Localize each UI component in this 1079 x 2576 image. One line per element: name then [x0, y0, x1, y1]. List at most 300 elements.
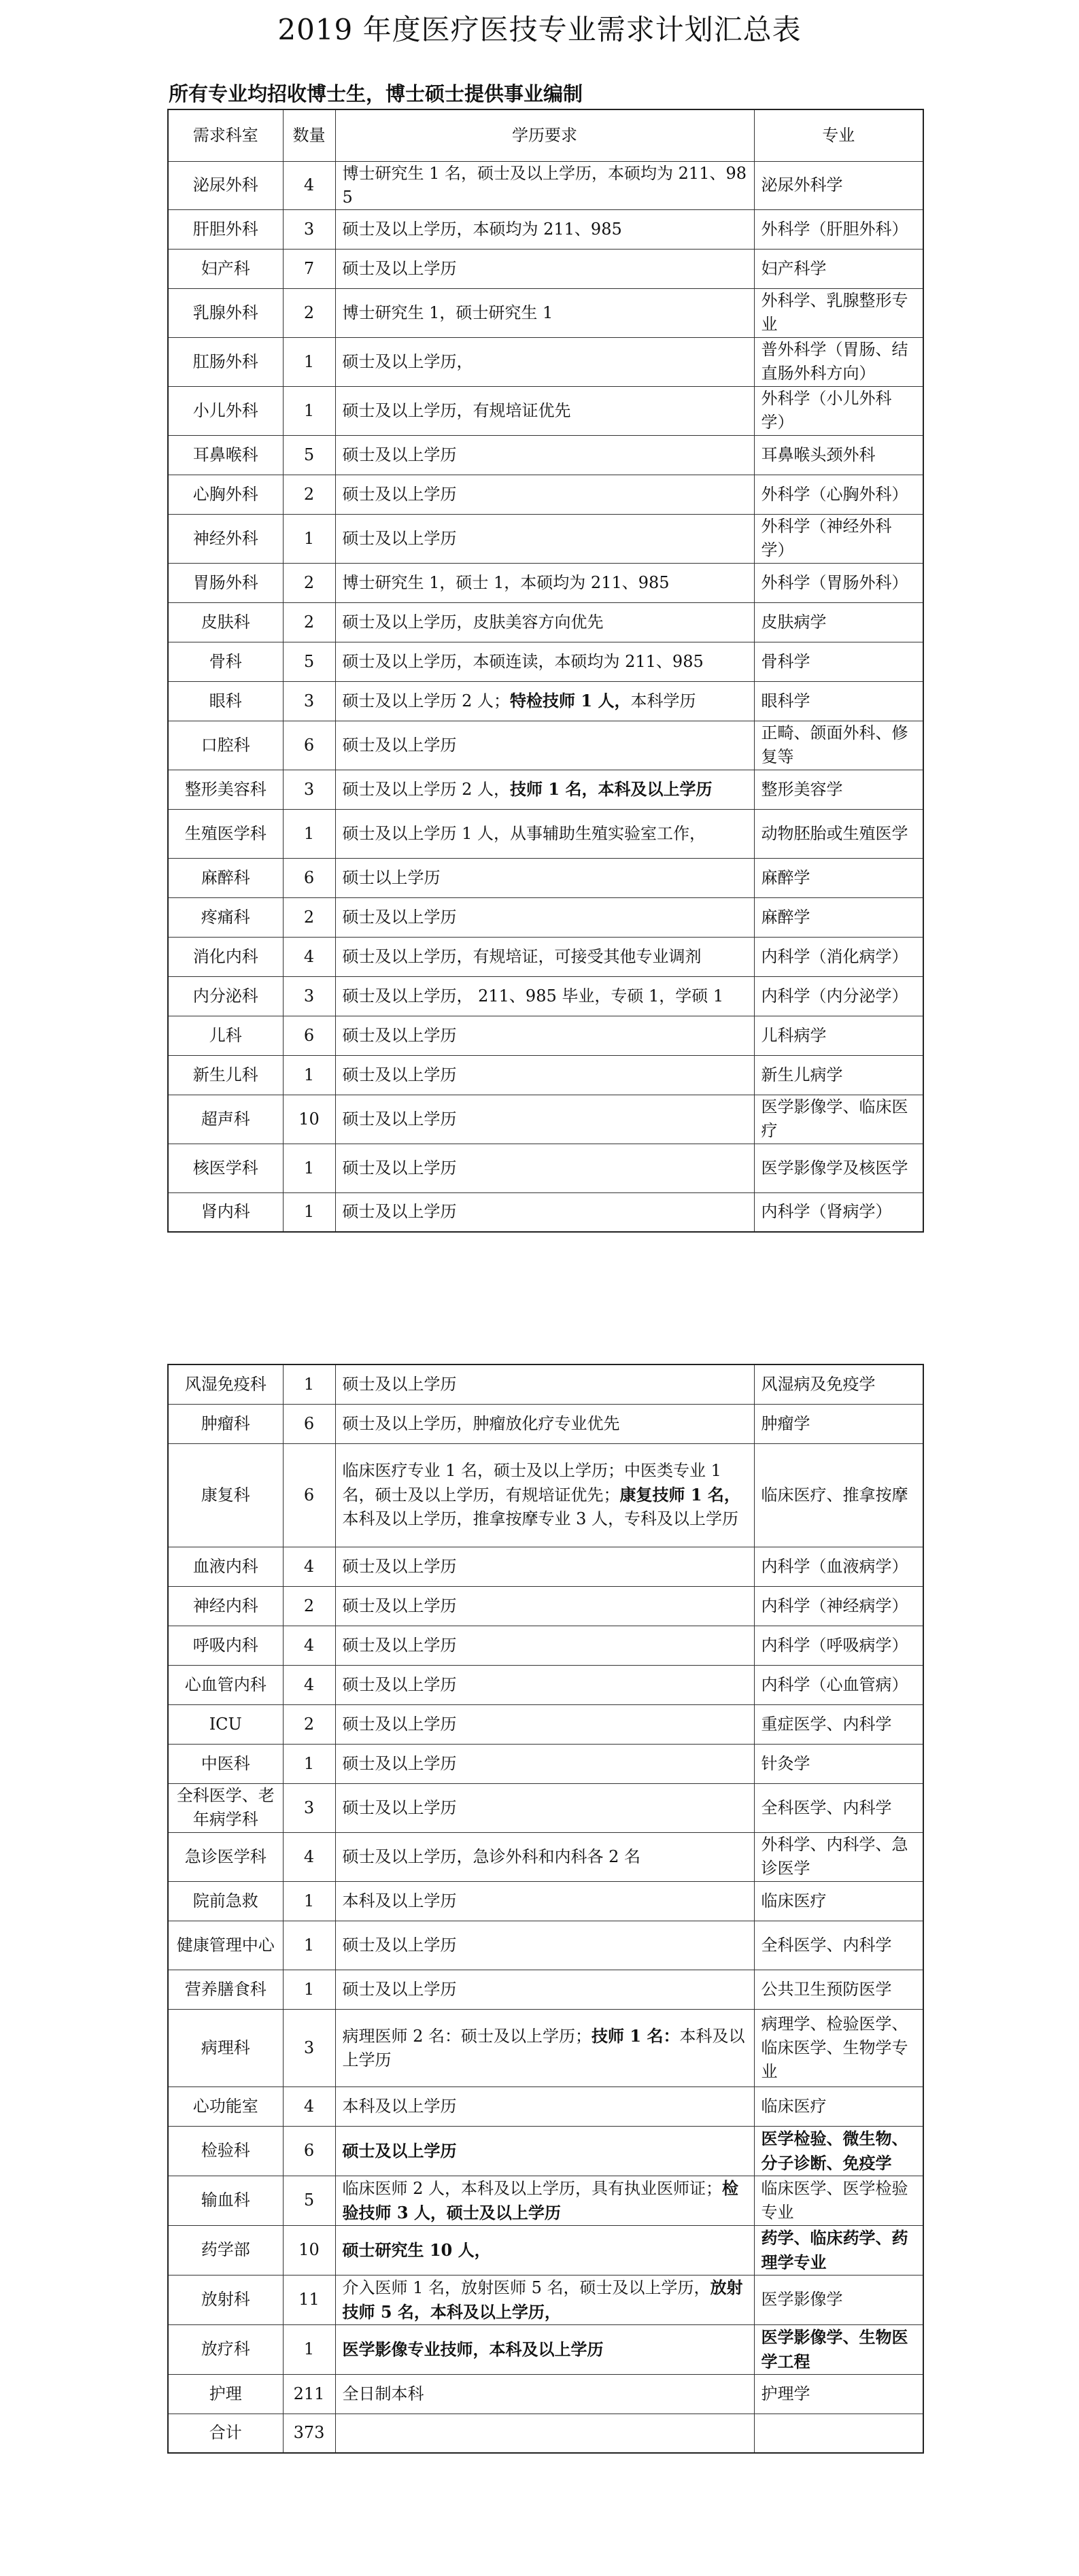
major-cell	[754, 2324, 923, 2374]
major-cell-text: 临床医学、医学检验专业	[761, 2178, 908, 2222]
major-cell	[754, 1832, 923, 1881]
education-cell-text: 硕士及以上学历， 211、985 毕业，专硕 1，学硕 1	[342, 986, 724, 1006]
education-cell-text: 放射技师 5 名，本科及以上学历，	[342, 2277, 743, 2322]
major-cell	[754, 1404, 923, 1443]
count-cell: 4	[283, 1547, 335, 1586]
department-cell: 心血管内科	[168, 1665, 283, 1704]
major-cell	[754, 602, 923, 642]
major-cell	[754, 209, 923, 249]
education-cell-text: 硕士及以上学历	[342, 258, 457, 278]
count-cell: 3	[283, 209, 335, 249]
education-cell-text: 硕士及以上学历	[342, 1596, 457, 1615]
table-row	[168, 2275, 923, 2324]
table-row	[168, 1881, 923, 1921]
table-row	[168, 2126, 923, 2176]
major-cell	[754, 1192, 923, 1232]
major-cell	[754, 2414, 923, 2453]
education-cell-text: 硕士及以上学历	[342, 1202, 457, 1222]
department-cell: 核医学科	[168, 1144, 283, 1192]
department-cell: 护理	[168, 2374, 283, 2414]
department-cell: 健康管理中心	[168, 1921, 283, 1970]
department-cell: 风湿免疫科	[168, 1364, 283, 1404]
department-cell: 急诊医学科	[168, 1832, 283, 1881]
department-cell: 合计	[168, 2414, 283, 2453]
education-cell-text: 硕士及以上学历 2 人；	[342, 691, 511, 710]
education-cell	[335, 897, 754, 937]
table-row	[168, 563, 923, 602]
major-cell-text: 医学检验、微生物、分子诊断、免疫学	[761, 2128, 908, 2173]
table-row	[168, 161, 923, 209]
major-cell	[754, 2374, 923, 2414]
major-cell	[754, 563, 923, 602]
education-cell	[335, 249, 754, 288]
major-cell-text: 普外科学（胃肠、结直肠外科方向）	[761, 340, 908, 383]
major-cell	[754, 288, 923, 337]
major-cell-text: 麻醉学	[761, 868, 810, 887]
education-cell-text: 技师 1 名，本科及以上学历	[510, 779, 713, 799]
count-cell: 4	[283, 937, 335, 976]
table-row	[168, 1144, 923, 1192]
education-cell	[335, 2009, 754, 2086]
table-row	[168, 1586, 923, 1626]
major-cell-text: 眼科学	[761, 691, 810, 710]
department-cell: 骨科	[168, 642, 283, 681]
education-cell	[335, 514, 754, 563]
education-cell-text: 博士研究生 1，硕士 1，本硕均为 211、985	[342, 572, 670, 592]
department-cell: 生殖医学科	[168, 809, 283, 858]
education-cell-text: 硕士及以上学历	[342, 2140, 457, 2161]
education-cell-text: 硕士及以上学历	[342, 1635, 457, 1655]
count-cell: 6	[283, 1404, 335, 1443]
table-row	[168, 514, 923, 563]
count-cell: 1	[283, 1921, 335, 1970]
major-cell-text: 针灸学	[761, 1753, 810, 1773]
table-row	[168, 209, 923, 249]
education-cell	[335, 2225, 754, 2275]
major-cell-text: 外科学（神经外科学）	[761, 517, 892, 560]
major-cell-text: 内科学（呼吸病学）	[761, 1635, 908, 1655]
education-cell	[335, 1783, 754, 1832]
education-cell	[335, 1586, 754, 1626]
table-row	[168, 1547, 923, 1586]
major-cell	[754, 161, 923, 209]
major-cell-text: 肿瘤学	[761, 1413, 810, 1433]
department-cell: 疼痛科	[168, 897, 283, 937]
header-major: 专业	[754, 109, 923, 161]
education-cell-text: 硕士及以上学历	[342, 445, 457, 464]
major-cell	[754, 1881, 923, 1921]
education-cell-text: 硕士及以上学历，肿瘤放化疗专业优先	[342, 1413, 620, 1433]
major-cell-text: 外科学（肝胆外科）	[761, 219, 908, 239]
count-cell: 1	[283, 1364, 335, 1404]
education-cell	[335, 2275, 754, 2324]
count-cell: 2	[283, 475, 335, 514]
department-cell: 心功能室	[168, 2086, 283, 2126]
education-cell	[335, 1055, 754, 1095]
major-cell	[754, 1586, 923, 1626]
table-row	[168, 937, 923, 976]
table-header-row	[168, 109, 923, 161]
education-cell-text: 本科及以上学历	[342, 2096, 457, 2116]
education-cell	[335, 1970, 754, 2009]
department-cell: 放疗科	[168, 2324, 283, 2374]
major-cell-text: 风湿病及免疫学	[761, 1374, 876, 1394]
requirements-table-part2	[167, 1364, 924, 2454]
education-cell-text: 硕士及以上学历 1 人，从事辅助生殖实验室工作，	[342, 823, 706, 843]
education-cell-text: 硕士及以上学历	[342, 907, 457, 927]
education-cell-text: 本科及以上学历	[342, 1891, 457, 1910]
department-cell: 超声科	[168, 1095, 283, 1144]
table-row	[168, 681, 923, 721]
table-row	[168, 2225, 923, 2275]
table-row	[168, 1970, 923, 2009]
major-cell-text: 外科学（心胸外科）	[761, 484, 908, 504]
count-cell: 3	[283, 681, 335, 721]
table-row	[168, 435, 923, 475]
education-cell	[335, 386, 754, 435]
table-row	[168, 1744, 923, 1783]
education-cell	[335, 809, 754, 858]
major-cell-text: 外科学、内科学、急诊医学	[761, 1835, 908, 1878]
major-cell	[754, 1783, 923, 1832]
major-cell	[754, 1144, 923, 1192]
count-cell: 1	[283, 514, 335, 563]
department-cell: 整形美容科	[168, 770, 283, 809]
count-cell: 7	[283, 249, 335, 288]
subtitle: 所有专业均招收博士生，博士硕士提供事业编制	[169, 82, 583, 105]
education-cell-text: 硕士及以上学历	[342, 735, 457, 755]
table-row	[168, 809, 923, 858]
major-cell	[754, 1095, 923, 1144]
department-cell: 药学部	[168, 2225, 283, 2275]
major-cell	[754, 1665, 923, 1704]
major-cell	[754, 2275, 923, 2324]
count-cell: 5	[283, 435, 335, 475]
education-cell-text: 硕士及以上学历	[342, 1714, 457, 1734]
education-cell-text: 技师 1 名：	[592, 2025, 680, 2046]
education-cell	[335, 1095, 754, 1144]
education-cell	[335, 209, 754, 249]
education-cell-text: 硕士及以上学历	[342, 1979, 457, 1999]
major-cell	[754, 1704, 923, 1744]
table-row	[168, 2086, 923, 2126]
count-cell: 6	[283, 1443, 335, 1547]
department-cell: 神经外科	[168, 514, 283, 563]
count-cell: 4	[283, 1665, 335, 1704]
department-cell: 血液内科	[168, 1547, 283, 1586]
count-cell: 4	[283, 161, 335, 209]
education-cell	[335, 2324, 754, 2374]
education-cell-text: 硕士以上学历	[342, 868, 441, 887]
department-cell: 院前急救	[168, 1881, 283, 1921]
department-cell: 消化内科	[168, 937, 283, 976]
major-cell-text: 儿科病学	[761, 1025, 827, 1045]
education-cell	[335, 2374, 754, 2414]
major-cell	[754, 2086, 923, 2126]
count-cell: 2	[283, 897, 335, 937]
major-cell-text: 重症医学、内科学	[761, 1714, 892, 1734]
education-cell-text: 病理医师 2 名：硕士及以上学历；	[342, 2026, 592, 2046]
page-title: 2019 年度医疗医技专业需求计划汇总表	[277, 13, 802, 46]
education-cell-text: 硕士及以上学历	[342, 1025, 457, 1045]
education-cell	[335, 435, 754, 475]
major-cell-text: 临床医疗	[761, 2096, 827, 2116]
count-cell: 1	[283, 1881, 335, 1921]
count-cell: 5	[283, 642, 335, 681]
table-row	[168, 1095, 923, 1144]
table-row	[168, 770, 923, 809]
count-cell: 211	[283, 2374, 335, 2414]
table-row	[168, 1443, 923, 1547]
education-cell	[335, 2126, 754, 2176]
education-cell	[335, 642, 754, 681]
education-cell-text: 临床医疗专业 1 名，硕士及以上学历；中医类专业 1 名，硕士及以上学历，有规培证优先；	[342, 1461, 721, 1505]
department-cell: 新生儿科	[168, 1055, 283, 1095]
table-row	[168, 1921, 923, 1970]
major-cell	[754, 2225, 923, 2275]
table-row	[168, 475, 923, 514]
major-cell-text: 公共卫生预防医学	[761, 1979, 892, 1999]
education-cell	[335, 770, 754, 809]
count-cell: 4	[283, 2086, 335, 2126]
major-cell	[754, 1970, 923, 2009]
major-cell-text: 皮肤病学	[761, 612, 827, 632]
count-cell: 11	[283, 2275, 335, 2324]
education-cell-text: 硕士及以上学历	[342, 1109, 457, 1129]
count-cell: 1	[283, 1192, 335, 1232]
education-cell-text: 硕士及以上学历	[342, 1065, 457, 1084]
education-cell-text: 硕士及以上学历	[342, 1158, 457, 1178]
department-cell: 营养膳食科	[168, 1970, 283, 2009]
education-cell	[335, 1144, 754, 1192]
major-cell	[754, 2176, 923, 2225]
department-cell: 儿科	[168, 1016, 283, 1055]
education-cell-text: 硕士及以上学历，有规培证优先	[342, 400, 571, 420]
department-cell: 乳腺外科	[168, 288, 283, 337]
table-row	[168, 897, 923, 937]
table-row	[168, 1016, 923, 1055]
major-cell-text: 内科学（神经病学）	[761, 1596, 908, 1615]
department-cell: 呼吸内科	[168, 1626, 283, 1665]
major-cell	[754, 1443, 923, 1547]
department-cell: 病理科	[168, 2009, 283, 2086]
education-cell-text: 硕士及以上学历	[342, 1753, 457, 1773]
department-cell: 肾内科	[168, 1192, 283, 1232]
count-cell: 1	[283, 1055, 335, 1095]
count-cell: 4	[283, 1626, 335, 1665]
education-cell-text: 硕士及以上学历	[342, 1798, 457, 1817]
department-cell: 妇产科	[168, 249, 283, 288]
major-cell	[754, 858, 923, 897]
major-cell	[754, 1016, 923, 1055]
department-cell: 口腔科	[168, 721, 283, 770]
education-cell-text: 硕士及以上学历	[342, 1675, 457, 1694]
count-cell: 2	[283, 1586, 335, 1626]
department-cell: 内分泌科	[168, 976, 283, 1016]
major-cell	[754, 976, 923, 1016]
department-cell: 中医科	[168, 1744, 283, 1783]
major-cell-text: 麻醉学	[761, 907, 810, 927]
education-cell	[335, 681, 754, 721]
education-cell-text: 全日制本科	[342, 2384, 424, 2403]
education-cell	[335, 337, 754, 386]
education-cell-text: 硕士及以上学历，本硕连读，本硕均为 211、985	[342, 651, 704, 671]
table-row	[168, 2414, 923, 2453]
major-cell	[754, 386, 923, 435]
count-cell: 3	[283, 770, 335, 809]
education-cell	[335, 1881, 754, 1921]
major-cell-text: 外科学（胃肠外科）	[761, 572, 908, 592]
major-cell-text: 病理学、检验医学、临床医学、生物学专业	[761, 2014, 908, 2081]
major-cell-text: 内科学（血液病学）	[761, 1556, 908, 1576]
table-row	[168, 642, 923, 681]
count-cell: 1	[283, 1144, 335, 1192]
department-cell: 检验科	[168, 2126, 283, 2176]
education-cell-text: 检验技师 3 人，硕士及以上学历	[342, 2178, 739, 2222]
education-cell	[335, 1921, 754, 1970]
department-cell: 眼科	[168, 681, 283, 721]
major-cell	[754, 721, 923, 770]
department-cell: 全科医学、老年病学科	[168, 1783, 283, 1832]
count-cell: 5	[283, 2176, 335, 2225]
count-cell: 6	[283, 1016, 335, 1055]
department-cell: 胃肠外科	[168, 563, 283, 602]
major-cell-text: 临床医疗	[761, 1891, 827, 1910]
table-row	[168, 2324, 923, 2374]
major-cell	[754, 337, 923, 386]
major-cell	[754, 770, 923, 809]
table-row	[168, 1832, 923, 1881]
department-cell: 肝胆外科	[168, 209, 283, 249]
major-cell	[754, 1626, 923, 1665]
major-cell-text: 外科学、乳腺整形专业	[761, 291, 908, 334]
department-cell: 输血科	[168, 2176, 283, 2225]
count-cell: 2	[283, 288, 335, 337]
count-cell: 6	[283, 721, 335, 770]
table-row	[168, 858, 923, 897]
education-cell	[335, 1832, 754, 1881]
education-cell	[335, 2086, 754, 2126]
major-cell	[754, 1921, 923, 1970]
education-cell	[335, 2176, 754, 2225]
major-cell-text: 医学影像学、生物医学工程	[761, 2326, 908, 2371]
department-cell: 耳鼻喉科	[168, 435, 283, 475]
education-cell	[335, 288, 754, 337]
major-cell-text: 骨科学	[761, 651, 810, 671]
major-cell-text: 耳鼻喉头颈外科	[761, 445, 876, 464]
table-row	[168, 1665, 923, 1704]
count-cell: 3	[283, 2009, 335, 2086]
table-row	[168, 721, 923, 770]
major-cell	[754, 2009, 923, 2086]
count-cell: 10	[283, 1095, 335, 1144]
department-cell: 心胸外科	[168, 475, 283, 514]
education-cell	[335, 976, 754, 1016]
education-cell-text: 本科及以上学历	[342, 2026, 745, 2070]
education-cell-text: 硕士及以上学历	[342, 528, 457, 548]
table-row	[168, 1055, 923, 1095]
education-cell	[335, 1547, 754, 1586]
education-cell	[335, 475, 754, 514]
count-cell: 1	[283, 1744, 335, 1783]
count-cell: 1	[283, 386, 335, 435]
education-cell	[335, 161, 754, 209]
major-cell-text: 医学影像学及核医学	[761, 1158, 908, 1178]
education-cell-text: 硕士及以上学历，	[342, 351, 473, 371]
department-cell: 放射科	[168, 2275, 283, 2324]
header-education: 学历要求	[335, 109, 754, 161]
education-cell	[335, 1192, 754, 1232]
major-cell	[754, 514, 923, 563]
education-cell-text: 硕士及以上学历	[342, 1935, 457, 1955]
major-cell-text: 泌尿外科学	[761, 175, 843, 194]
department-cell: 神经内科	[168, 1586, 283, 1626]
education-cell-text: 硕士及以上学历，急诊外科和内科各 2 名	[342, 1847, 641, 1866]
education-cell-text: 硕士及以上学历，皮肤美容方向优先	[342, 612, 604, 632]
major-cell	[754, 1364, 923, 1404]
table-row	[168, 386, 923, 435]
education-cell-text: 特检技师 1 人，	[510, 691, 631, 710]
education-cell	[335, 1704, 754, 1744]
count-cell: 2	[283, 1704, 335, 1744]
count-cell: 6	[283, 2126, 335, 2176]
table-row	[168, 1783, 923, 1832]
major-cell	[754, 1055, 923, 1095]
major-cell	[754, 1744, 923, 1783]
table-row	[168, 337, 923, 386]
major-cell	[754, 897, 923, 937]
major-cell	[754, 642, 923, 681]
major-cell-text: 妇产科学	[761, 258, 827, 278]
education-cell	[335, 1404, 754, 1443]
department-cell: ICU	[168, 1704, 283, 1744]
education-cell	[335, 721, 754, 770]
department-cell: 肛肠外科	[168, 337, 283, 386]
major-cell-text: 内科学（内分泌学）	[761, 986, 908, 1006]
count-cell: 2	[283, 563, 335, 602]
education-cell	[335, 1744, 754, 1783]
table-row	[168, 249, 923, 288]
count-cell: 1	[283, 809, 335, 858]
major-cell	[754, 681, 923, 721]
major-cell	[754, 937, 923, 976]
department-cell: 肿瘤科	[168, 1404, 283, 1443]
table-row	[168, 288, 923, 337]
count-cell: 6	[283, 858, 335, 897]
major-cell	[754, 435, 923, 475]
count-cell: 3	[283, 976, 335, 1016]
table-row	[168, 1626, 923, 1665]
education-cell	[335, 1364, 754, 1404]
education-cell-text: 康复技师 1 名，	[619, 1485, 740, 1505]
department-cell: 麻醉科	[168, 858, 283, 897]
major-cell-text: 全科医学、内科学	[761, 1798, 892, 1817]
education-cell-text: 介入医师 1 名，放射医师 5 名，硕士及以上学历，	[342, 2278, 710, 2297]
education-cell-text: 硕士及以上学历	[342, 1374, 457, 1394]
education-cell-text: 医学影像专业技师，本科及以上学历	[342, 2339, 604, 2359]
major-cell	[754, 249, 923, 288]
department-cell: 泌尿外科	[168, 161, 283, 209]
education-cell-text: 硕士及以上学历 2 人，	[342, 780, 511, 799]
major-cell	[754, 1547, 923, 1586]
table-row	[168, 976, 923, 1016]
count-cell: 10	[283, 2225, 335, 2275]
table-row	[168, 1404, 923, 1443]
education-cell-text: 硕士及以上学历	[342, 1556, 457, 1576]
major-cell	[754, 809, 923, 858]
education-cell-text: 硕士研究生 10 人，	[342, 2239, 491, 2260]
major-cell	[754, 475, 923, 514]
